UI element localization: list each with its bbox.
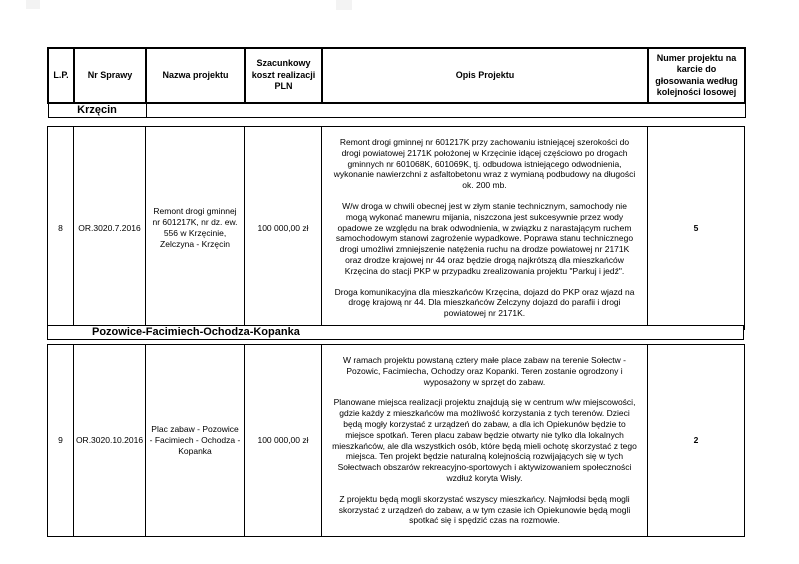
- column-header-project-name: Nazwa projektu: [146, 48, 245, 103]
- section-row-pozowice: [47, 325, 744, 340]
- column-header-case-number: Nr Sprawy: [74, 48, 146, 103]
- description-paragraph: W/w droga w chwili obecnej jest w złym stanie technicznym, samochody nie mogą wykonać manewru mijania, niszczona jest sukcesywnie przez wody opadowe ze względu na brak odwodnienia, w związku z narastającym ruchem samochodowym stanowi zagrożenie wypadkowe. Poprawa stanu technicznego drogi umożliwi zmniejszenie natężenia ruchu na drodze powiatowej nr 2171K oraz drodze krajowej nr 44 oraz będzie drogą najkrótszą dla mieszkańców Krzęcina do stacji PKP w przypadku zrealizowania projektu "Parkuj i jedź".: [335, 200, 634, 276]
- section-title-krzecin: Krzęcin: [48, 103, 146, 118]
- table-row: [48, 127, 745, 330]
- description-cell: [322, 127, 648, 330]
- section-row-krzecin: [48, 103, 745, 118]
- section-title-pozowice: Pozowice-Facimiech-Ochodza-Kopanka: [48, 326, 744, 340]
- project-row-8-table: [47, 126, 745, 330]
- lp-cell: 9: [48, 345, 74, 537]
- description-paragraph: Remont drogi gminnej nr 601217K przy zachowaniu istniejącej szerokości do drogi powiatowej 2171K położonej w Krzęcinie idącej częściowo po drogach gminnych nr 601068K, 601069K, tj. odbudowa istniejącego odwodnienia, wykonanie nawierzchni z asfaltobetonu wraz z wymianą podbudowy na długości ok. 200 mb.: [333, 137, 636, 191]
- column-header-estimated-cost: Szacunkowy koszt realizacji PLN: [245, 48, 322, 103]
- description-paragraph: Z projektu będą mogli skorzystać wszyscy mieszkańcy. Najmłodsi będą mogli skorzystać z urządzeń do zabaw, a w tym czasie ich Opiekunowie będą mogli spotkać się i spędzić czas na rozmowie.: [338, 493, 631, 526]
- description-paragraph: Droga komunikacyjna dla mieszkańców Krzęcina, dojazd do PKP oraz wjazd na drogę krajową nr 44. Dla mieszkańców Zelczyny dojazd do parafii i drogi powiatowej nr 2171K.: [334, 286, 635, 319]
- cost-cell: 100 000,00 zł: [245, 127, 322, 330]
- table-row: [48, 345, 745, 537]
- project-row-9-table: [47, 344, 745, 537]
- lp-cell: 8: [48, 127, 74, 330]
- ballot-number-cell: 5: [648, 127, 745, 330]
- scan-artifact: [336, 0, 352, 10]
- projects-table-header: [47, 47, 746, 118]
- table-header-row: [48, 48, 745, 103]
- column-header-description: Opis Projektu: [322, 48, 648, 103]
- project-name-cell: Plac zabaw - Pozowice - Facimiech - Ochodza - Kopanka: [146, 345, 245, 537]
- case-number-cell: OR.3020.7.2016: [74, 127, 146, 330]
- column-header-ballot-number: Numer projektu na karcie do głosowania według kolejności losowej: [648, 48, 745, 103]
- column-header-lp: L.P.: [48, 48, 74, 103]
- project-name-cell: Remont drogi gminnej nr 601217K, nr dz. ew. 556 w Krzęcinie, Zelczyna - Krzęcin: [146, 127, 245, 330]
- description-paragraph: W ramach projektu powstaną cztery małe place zabaw na terenie Sołectw - Pozowic, Facimiecha, Ochodzy oraz Kopanki. Teren zostanie ogrodzony i wyposażony w sprzęt do zabaw.: [343, 355, 626, 387]
- section-row-spacer: [146, 103, 745, 118]
- case-number-cell: OR.3020.10.2016: [74, 345, 146, 537]
- ballot-number-cell: 2: [648, 345, 745, 537]
- scan-artifact: [26, 0, 40, 9]
- description-paragraph: Planowane miejsca realizacji projektu znajdują się w centrum w/w miejscowości, gdzie każdy z mieszkańców ma możliwość korzystania z tych terenów. Dzieci będą mogły korzystać z urządzeń do zabaw, a dla ich Opiekunów będzie to miejsce spotkań. Teren placu zabaw będzie otwarty nie tylko dla lokalnych mieszkańców, ale dla wszystkich osób, które będą mieli ochotę skorzystać z tego miejsca. Ten projekt będzie naturalną kolejnością rozwijających się w tych Sołectwach obszarów rekreacyjno-sportowych i aktywizowaniem społeczności wzdłuż koryta Wisły.: [332, 397, 637, 483]
- cost-cell: 100 000,00 zł: [245, 345, 322, 537]
- description-cell: [322, 345, 648, 537]
